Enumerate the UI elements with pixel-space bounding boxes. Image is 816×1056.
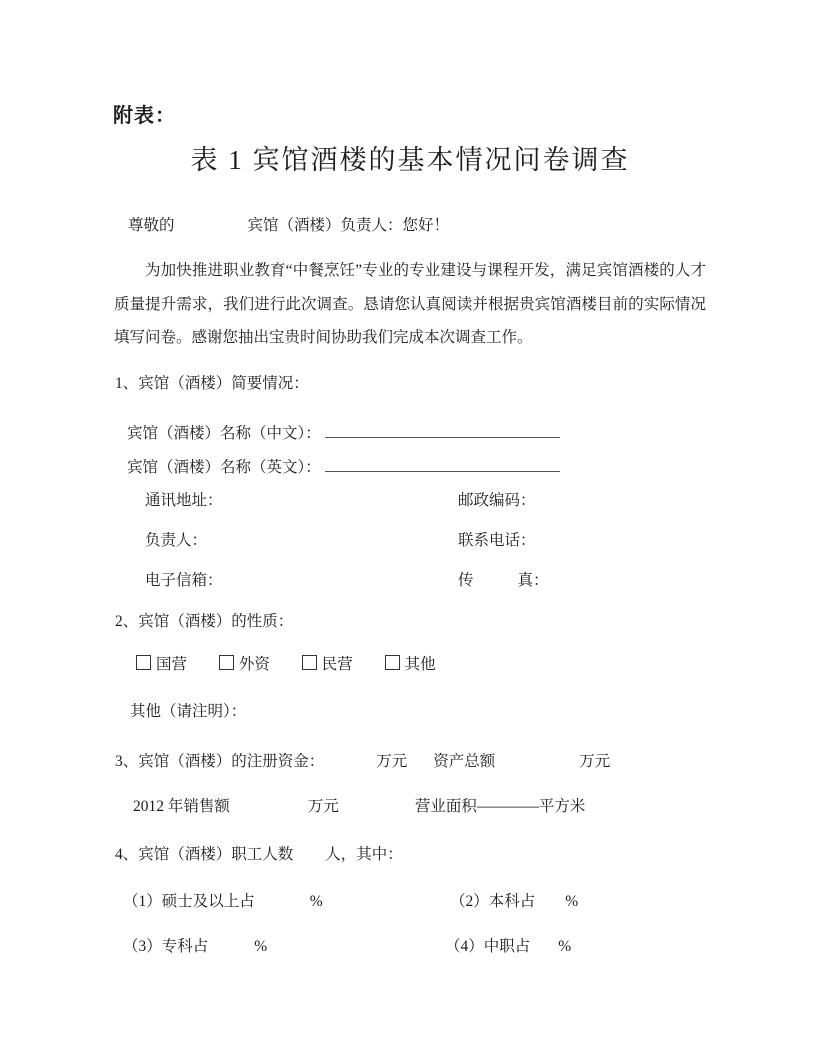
assets-blank[interactable] xyxy=(495,765,579,766)
hotel-name-cn-row xyxy=(127,421,560,443)
gap xyxy=(407,765,433,766)
q4-items-row-2 xyxy=(0,934,816,956)
email-fax-row xyxy=(0,568,816,590)
hotel-name-en-input-line[interactable] xyxy=(325,470,560,472)
percent-blank[interactable] xyxy=(535,905,565,906)
q4-title-suffix: 人，其中： xyxy=(325,846,403,863)
item-label: （4）中职占 xyxy=(445,938,531,955)
staff-count-blank[interactable] xyxy=(293,858,325,859)
option-other[interactable] xyxy=(385,656,436,673)
fax-label-left: 传 xyxy=(458,572,474,589)
percent-blank[interactable] xyxy=(208,950,254,951)
percent-blank[interactable] xyxy=(530,950,558,951)
option-label: 民营 xyxy=(321,656,353,673)
percent-sign: % xyxy=(309,893,323,910)
percent-blank[interactable] xyxy=(255,905,310,906)
hotel-name-en-row xyxy=(127,455,560,477)
greeting-prefix: 尊敬的 xyxy=(128,217,175,234)
other-specify-label: 其他（请注明）： xyxy=(130,703,247,720)
q4-item-master xyxy=(123,889,323,911)
address-postal-row xyxy=(0,488,816,510)
option-label: 其他 xyxy=(404,656,436,673)
sales-blank[interactable] xyxy=(230,810,308,811)
q3-capital-row xyxy=(115,749,610,771)
form-title: 表 1 宾馆酒楼的基本情况问卷调查 xyxy=(190,145,630,175)
assets-label: 资产总额 xyxy=(433,753,496,770)
phone-label: 联系电话： xyxy=(458,532,536,549)
manager-phone-row xyxy=(0,528,816,550)
q4-title-row xyxy=(115,842,403,864)
option-foreign[interactable] xyxy=(219,656,270,673)
attachment-label: 附表： xyxy=(113,105,176,127)
checkbox-icon[interactable] xyxy=(136,655,151,670)
postal-code-label: 邮政编码： xyxy=(458,492,536,509)
hotel-name-cn-label: 宾馆（酒楼）名称（中文）： xyxy=(127,425,321,442)
unit-wanyuan: 万元 xyxy=(376,753,408,770)
address-label: 通讯地址： xyxy=(145,492,223,509)
q4-items-row-1 xyxy=(0,889,816,911)
hotel-name-en-label: 宾馆（酒楼）名称（英文）： xyxy=(127,459,321,476)
q4-title-prefix: 4、宾馆（酒楼）职工人数 xyxy=(115,846,294,863)
unit-wanyuan: 万元 xyxy=(579,753,611,770)
percent-sign: % xyxy=(558,938,572,955)
nature-options-row xyxy=(136,652,464,674)
q1-title: 1、宾馆（酒楼）简要情况： xyxy=(115,375,309,392)
greeting-blank xyxy=(175,229,248,230)
email-label: 电子信箱： xyxy=(145,572,223,589)
percent-sign: % xyxy=(565,893,579,910)
gap xyxy=(339,810,415,811)
checkbox-icon[interactable] xyxy=(219,655,234,670)
percent-sign: % xyxy=(254,938,268,955)
q2-title: 2、宾馆（酒楼）的性质： xyxy=(115,613,294,630)
area-label: 营业面积————平方米 xyxy=(414,798,586,815)
option-label: 国营 xyxy=(156,656,188,673)
option-private[interactable] xyxy=(302,656,353,673)
item-label: （2）本科占 xyxy=(450,893,536,910)
greeting-main: 宾馆（酒楼）负责人：您好！ xyxy=(247,217,450,234)
item-label: （1）硕士及以上占 xyxy=(123,893,255,910)
manager-label: 负责人： xyxy=(145,532,208,549)
unit-wanyuan: 万元 xyxy=(307,798,339,815)
q4-item-vocational xyxy=(445,934,571,956)
q4-item-college xyxy=(123,934,267,956)
intro-paragraph: 为加快推进职业教育“中餐烹饪”专业的专业建设与课程开发，满足宾馆酒楼的人才质量提升需求，我们进行此次调查。恳请您认真阅读并根据贵宾馆酒楼目前的实际情况填写问卷。感谢您抽出宝贵时间协助我们完成本次调查工作。 xyxy=(114,262,706,346)
greeting-line xyxy=(128,213,449,235)
q3-title: 3、宾馆（酒楼）的注册资金： xyxy=(115,753,325,770)
q4-item-bachelor xyxy=(450,889,578,911)
q3-sales-row xyxy=(133,794,585,816)
sales-label: 2012 年销售额 xyxy=(133,798,230,815)
option-state-owned[interactable] xyxy=(136,656,187,673)
fax-label-gap xyxy=(474,584,518,585)
fax-label xyxy=(458,568,549,590)
checkbox-icon[interactable] xyxy=(385,655,400,670)
fax-label-right: 真： xyxy=(517,572,549,589)
option-label: 外资 xyxy=(238,656,270,673)
item-label: （3）专科占 xyxy=(123,938,209,955)
capital-blank[interactable] xyxy=(324,765,376,766)
hotel-name-cn-input-line[interactable] xyxy=(325,436,560,438)
checkbox-icon[interactable] xyxy=(302,655,317,670)
